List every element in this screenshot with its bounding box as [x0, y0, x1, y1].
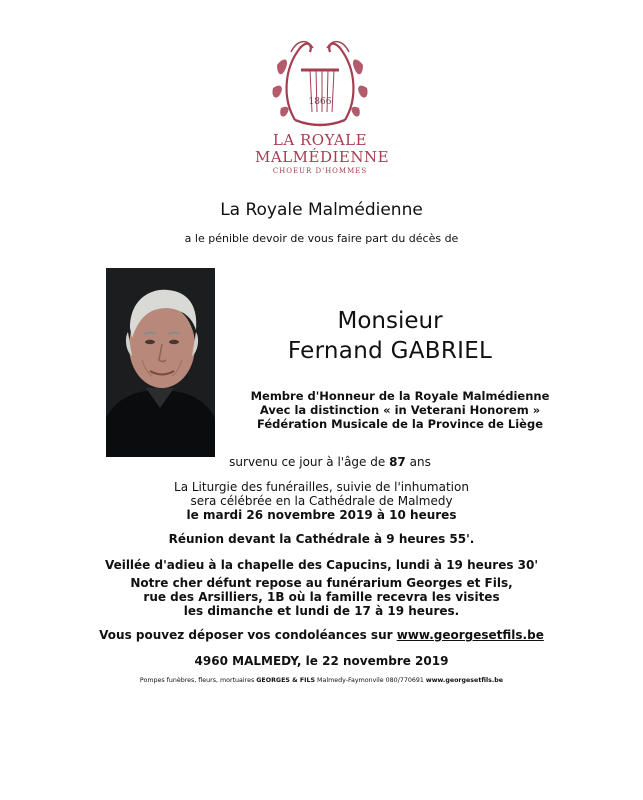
condolences-line: [0, 628, 643, 642]
distinction-line: Fédération Musicale de la Province de Liège: [256, 417, 544, 431]
footer-address: Malmedy-Faymonvile 080/770691: [317, 677, 424, 684]
distinction-line: Membre d'Honneur de la Royale Malmédienne: [250, 389, 550, 403]
liturgy-date: le mardi 26 novembre 2019 à 10 heures: [186, 508, 457, 522]
condolences-text: Vous pouvez déposer vos condoléances sur: [99, 628, 393, 642]
logo-subtitle: CHOEUR D'HOMMES: [272, 167, 368, 175]
place-date: 4960 MALMEDY, le 22 novembre 2019: [194, 654, 449, 668]
deceased-name: Fernand GABRIEL: [287, 338, 493, 364]
age-line: [180, 455, 480, 469]
repose-line2: rue des Arsilliers, 1B où la famille recevra les visites: [143, 590, 500, 604]
age-prefix: survenu ce jour à l'âge de: [229, 455, 386, 469]
reunion-line: Réunion devant la Cathédrale à 9 heures 55'.: [168, 532, 475, 546]
footer-company: GEORGES & FILS: [256, 677, 316, 684]
liturgy-line1: La Liturgie des funérailles, suivie de l'inhumation: [174, 480, 469, 494]
condolences-link[interactable]: www.georgesetfils.be: [396, 628, 544, 642]
logo-name-line2: MALMÉDIENNE: [255, 148, 390, 166]
distinction-line: Avec la distinction « in Veterani Honorem »: [259, 403, 541, 417]
veillee-line: Veillée d'adieu à la chapelle des Capucins, lundi à 19 heures 30': [104, 558, 539, 572]
footer-website[interactable]: www.georgesetfils.be: [425, 677, 504, 684]
deceased-honorific: Monsieur: [337, 308, 443, 334]
repose-line1: Notre cher défunt repose au funérarium Georges et Fils,: [130, 576, 513, 590]
repose-line3: les dimanche et lundi de 17 à 19 heures.: [183, 604, 460, 618]
logo-year: 1866: [308, 97, 332, 107]
logo-name-line1: LA ROYALE: [272, 131, 368, 149]
age-value: 87: [389, 455, 406, 469]
portrait-photo: [106, 268, 215, 457]
footer-prefix: Pompes funèbres, fleurs, mortuaires: [139, 677, 255, 684]
lyre-icon: [255, 30, 385, 130]
liturgy-line2: sera célébrée en la Cathédrale de Malmedy: [190, 494, 453, 508]
logo: [255, 30, 390, 180]
age-suffix: ans: [409, 455, 431, 469]
organization-title: La Royale Malmédienne: [220, 200, 423, 220]
footer: [0, 677, 643, 684]
announcement-intro: a le pénible devoir de vous faire part du décès de: [184, 232, 459, 245]
